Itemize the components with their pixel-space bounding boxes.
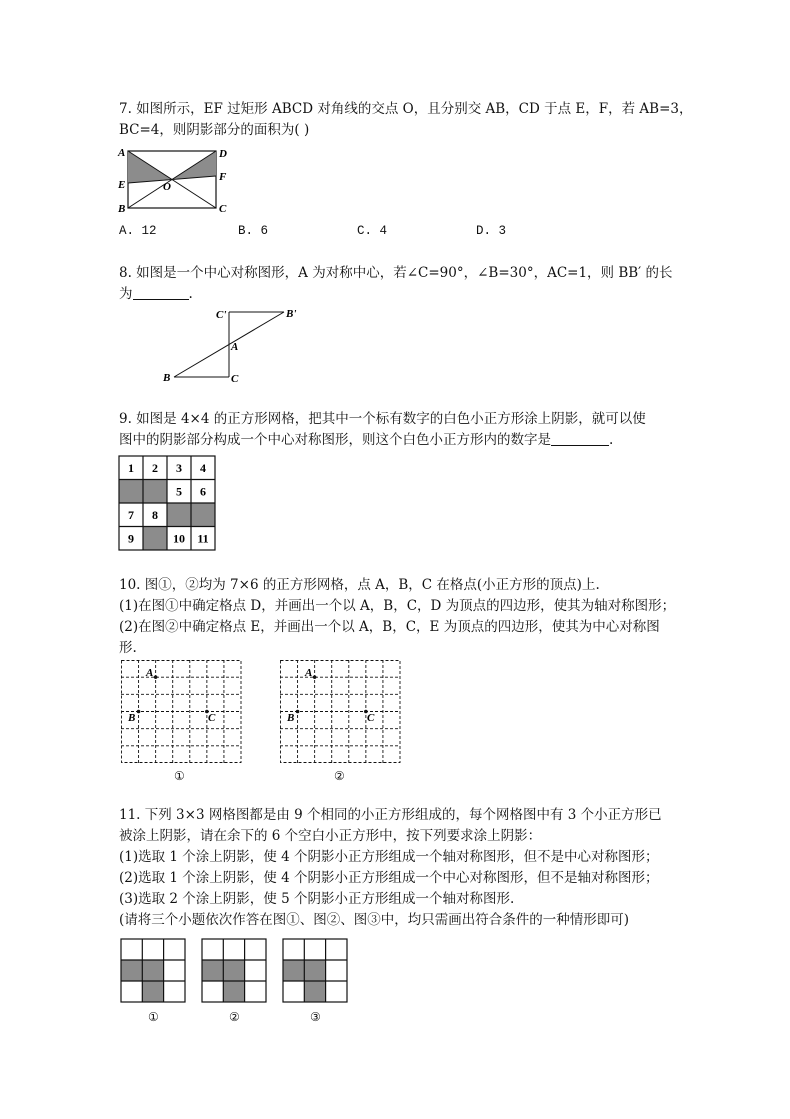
q7-line2: BC=4，则阴影部分的面积为( ) bbox=[119, 122, 310, 138]
q8-line2-suffix: . bbox=[188, 286, 193, 302]
q9-shaded-cell bbox=[143, 527, 167, 551]
q10-label-a: A bbox=[305, 667, 313, 679]
q7-option-a: A. 12 bbox=[119, 224, 157, 238]
q11-caption-2: ② bbox=[229, 1010, 240, 1024]
q11-grid-2 bbox=[202, 939, 268, 1003]
q10-line4: 形. bbox=[119, 640, 137, 656]
q11-line3: (1)选取 1 个涂上阴影，使 4 个阴影小正方形组成一个轴对称图形，但不是中心对称图形； bbox=[119, 849, 659, 865]
q10-point-b bbox=[296, 710, 300, 714]
q10-label-b: B bbox=[287, 712, 295, 724]
q11-line5: (3)选取 2 个涂上阴影，使 5 个阴影小正方形组成一个轴对称图形. bbox=[119, 891, 515, 907]
q7-option-b: B. 6 bbox=[238, 224, 269, 238]
q10-grid-2 bbox=[280, 660, 402, 766]
q10-label-a: A bbox=[146, 667, 154, 679]
q9-line1: 9. 如图是 4×4 的正方形网格，把其中一个标有数字的白色小正方形涂上阴影，就可以使 bbox=[119, 411, 646, 427]
q7-figure bbox=[118, 146, 228, 216]
q11-shaded-cell bbox=[304, 960, 325, 981]
q8-label-c: C bbox=[231, 373, 239, 385]
q11-shaded-cell bbox=[223, 981, 244, 1002]
q9-cell-number: 10 bbox=[173, 531, 185, 546]
q9-shaded-cell bbox=[167, 503, 191, 527]
q8-line1: 8. 如图是一个中心对称图形，A 为对称中心，若∠C=90°，∠B=30°，AC=1，则 BB′ 的长 bbox=[119, 265, 673, 281]
q9-cell-number: 8 bbox=[152, 508, 158, 522]
q11-shaded-cell bbox=[223, 960, 244, 981]
q9-cell-number: 7 bbox=[128, 508, 134, 522]
q9-answer-blank[interactable] bbox=[551, 431, 609, 446]
q10-caption-1: ① bbox=[174, 769, 185, 783]
q9-shaded-cell bbox=[143, 480, 167, 504]
q9-grid bbox=[119, 456, 217, 552]
q9-cell-number: 4 bbox=[200, 461, 206, 475]
q7-label-o: O bbox=[163, 181, 171, 193]
q7-label-a: A bbox=[118, 147, 126, 159]
q11-caption-3: ③ bbox=[310, 1010, 321, 1024]
q11-grid-3 bbox=[283, 939, 349, 1003]
q8-label-bprime: B' bbox=[286, 308, 297, 320]
q8-figure bbox=[160, 306, 305, 386]
q11-shaded-cell bbox=[142, 981, 163, 1002]
q10-line2: (1)在图①中确定格点 D，并画出一个以 A，B，C，D 为顶点的四边形，使其为轴对称图形； bbox=[119, 598, 676, 614]
q10-label-c: C bbox=[208, 712, 216, 724]
q9-line2-prefix: 图中的阴影部分构成一个中心对称图形，则这个白色小正方形内的数字是 bbox=[119, 432, 551, 448]
q9-cell-number: 11 bbox=[197, 531, 209, 546]
q11-grid-1 bbox=[121, 939, 187, 1003]
q7-label-e: E bbox=[118, 179, 126, 191]
q10-label-b: B bbox=[128, 712, 136, 724]
q11-shaded-cell bbox=[283, 960, 304, 981]
q10-caption-2: ② bbox=[334, 769, 345, 783]
q11-shaded-cell bbox=[304, 981, 325, 1002]
q10-grid-1 bbox=[121, 660, 243, 766]
q10-line3: (2)在图②中确定格点 E，并画出一个以 A，B，C，E 为顶点的四边形，使其为中心对称图 bbox=[119, 619, 660, 635]
q11-line1: 11. 下列 3×3 网格图都是由 9 个相同的小正方形组成的，每个网格图中有 3 个小正方形已 bbox=[119, 807, 662, 823]
q10-point-a bbox=[313, 675, 317, 679]
q11-caption-1: ① bbox=[148, 1010, 159, 1024]
q7-option-c: C. 4 bbox=[357, 224, 388, 238]
q9-line2-suffix: . bbox=[609, 432, 614, 448]
q7-line1: 7. 如图所示，EF 过矩形 ABCD 对角线的交点 O，且分别交 AB，CD 于点 E，F，若 AB=3， bbox=[119, 101, 693, 117]
q11-line6: (请将三个小题依次作答在图①、图②、图③中，均只需画出符合条件的一种情形即可) bbox=[119, 912, 630, 928]
q9-cell-number: 5 bbox=[176, 484, 182, 499]
q8-answer-blank[interactable] bbox=[133, 285, 189, 300]
q11-shaded-cell bbox=[142, 960, 163, 981]
q9-cell-number: 9 bbox=[128, 531, 134, 546]
q8-line2 bbox=[119, 285, 193, 303]
q10-point-a bbox=[154, 675, 158, 679]
q9-shaded-cell bbox=[191, 503, 215, 527]
q9-shaded-cell bbox=[119, 480, 143, 504]
q11-shaded-cell bbox=[121, 960, 142, 981]
q10-line1: 10. 图①，②均为 7×6 的正方形网格，点 A，B，C 在格点(小正方形的顶点)上. bbox=[119, 577, 600, 593]
q7-option-d: D. 3 bbox=[476, 224, 507, 238]
q9-cell-number: 6 bbox=[200, 484, 206, 499]
q11-line2: 被涂上阴影，请在余下的 6 个空白小正方形中，按下列要求涂上阴影： bbox=[119, 828, 542, 844]
q10-label-c: C bbox=[367, 712, 375, 724]
q8-label-cprime: C' bbox=[216, 309, 227, 321]
q9-cell-number: 1 bbox=[128, 461, 134, 475]
q11-line4: (2)选取 1 个涂上阴影，使 4 个阴影小正方形组成一个中心对称图形，但不是轴对称图形； bbox=[119, 870, 659, 886]
q7-label-d: D bbox=[219, 148, 227, 160]
q9-cell-number: 2 bbox=[152, 461, 158, 475]
q8-label-a: A bbox=[231, 341, 239, 353]
q7-label-b: B bbox=[118, 203, 126, 215]
q8-label-b: B bbox=[163, 372, 171, 384]
q9-cell-number: 3 bbox=[176, 461, 182, 475]
q7-label-f: F bbox=[219, 171, 227, 183]
q9-line2 bbox=[119, 431, 613, 449]
q11-shaded-cell bbox=[202, 960, 223, 981]
q8-line2-prefix: 为 bbox=[119, 286, 133, 302]
q7-label-c: C bbox=[219, 203, 227, 215]
q10-point-b bbox=[137, 710, 141, 714]
